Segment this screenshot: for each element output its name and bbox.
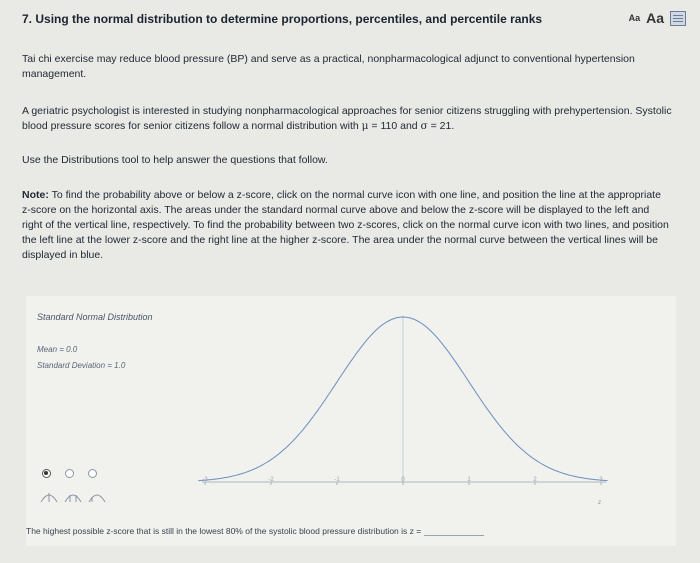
note-text: To find the probability above or below a z-score, click on the normal curve icon with one line, and position the line at the appropriate z-score on the horizontal axis. The areas under the standard normal curve above and below the z-score will be displayed to the left and right of the vertical line, respectively. To find the probability between two z-scores, click on the normal curve icon with two lines, and position the left line at the lower z-score and the right line at the higher z-score. The area under the normal curve between the vertical lines will be displayed in blue.	[22, 189, 669, 261]
mean-label: Mean = 0.0	[37, 345, 78, 354]
decrease-font-button[interactable]: Aa	[628, 13, 641, 23]
axis-tick-label: 2	[533, 477, 537, 483]
mode-radio-two-lines[interactable]	[65, 469, 74, 478]
mu-value: = 110 and	[368, 120, 421, 132]
axis-tick-label: 0	[401, 477, 405, 483]
z-answer-input[interactable]	[424, 525, 484, 536]
instructions-paragraph: Use the Distributions tool to help answer the questions that follow.	[22, 154, 328, 166]
question-heading: Using the normal distribution to determine proportions, percentiles, and percentile ranks	[35, 12, 543, 26]
axis-label: z	[598, 500, 601, 506]
mode-radio-three[interactable]	[88, 469, 97, 478]
increase-font-button[interactable]: Aa	[646, 10, 664, 26]
axis-tick-label: -1	[334, 477, 340, 483]
mu-symbol: μ	[361, 120, 369, 132]
normal-curve-plot[interactable]	[26, 296, 676, 546]
three-curve-icon[interactable]	[89, 495, 105, 502]
sigma-value: = 21.	[427, 120, 455, 132]
axis-tick-label: 3	[599, 477, 603, 483]
note-paragraph	[22, 188, 672, 263]
axis-ticks	[202, 477, 603, 485]
axis-tick-label: -3	[202, 477, 208, 483]
sd-label: Standard Deviation = 1.0	[37, 361, 126, 370]
question-number: 7.	[22, 12, 33, 26]
context-paragraph	[22, 104, 672, 134]
axis-tick-label: -2	[268, 477, 274, 483]
mode-radio-one-line[interactable]	[42, 469, 51, 478]
distribution-tool[interactable]	[26, 296, 676, 546]
sigma-symbol: σ	[420, 120, 428, 132]
bottom-question-text: The highest possible z-score that is still in the lowest 80% of the systolic blood pressure distribution is z =	[26, 526, 422, 536]
distribution-title: Standard Normal Distribution	[37, 312, 153, 322]
book-icon[interactable]	[670, 11, 686, 26]
question-title	[22, 10, 562, 28]
note-label: Note:	[22, 189, 49, 201]
bottom-question	[26, 525, 484, 536]
curve-mode-icons	[40, 490, 120, 504]
context-text: A geriatric psychologist is interested in studying nonpharmacological approaches for senior citizens struggling with prehypertension. Systolic blood pressure scores for senior citizens follow a normal distribution with	[22, 105, 672, 132]
mode-radio-group	[42, 469, 97, 478]
intro-paragraph: Tai chi exercise may reduce blood pressure (BP) and serve as a practical, nonpharmacological adjunct to conventional hypertension management.	[22, 53, 635, 80]
two-line-curve-icon[interactable]	[65, 495, 81, 502]
font-size-tools	[629, 10, 686, 26]
one-line-curve-icon[interactable]	[41, 493, 57, 502]
axis-tick-label: 1	[467, 477, 471, 483]
